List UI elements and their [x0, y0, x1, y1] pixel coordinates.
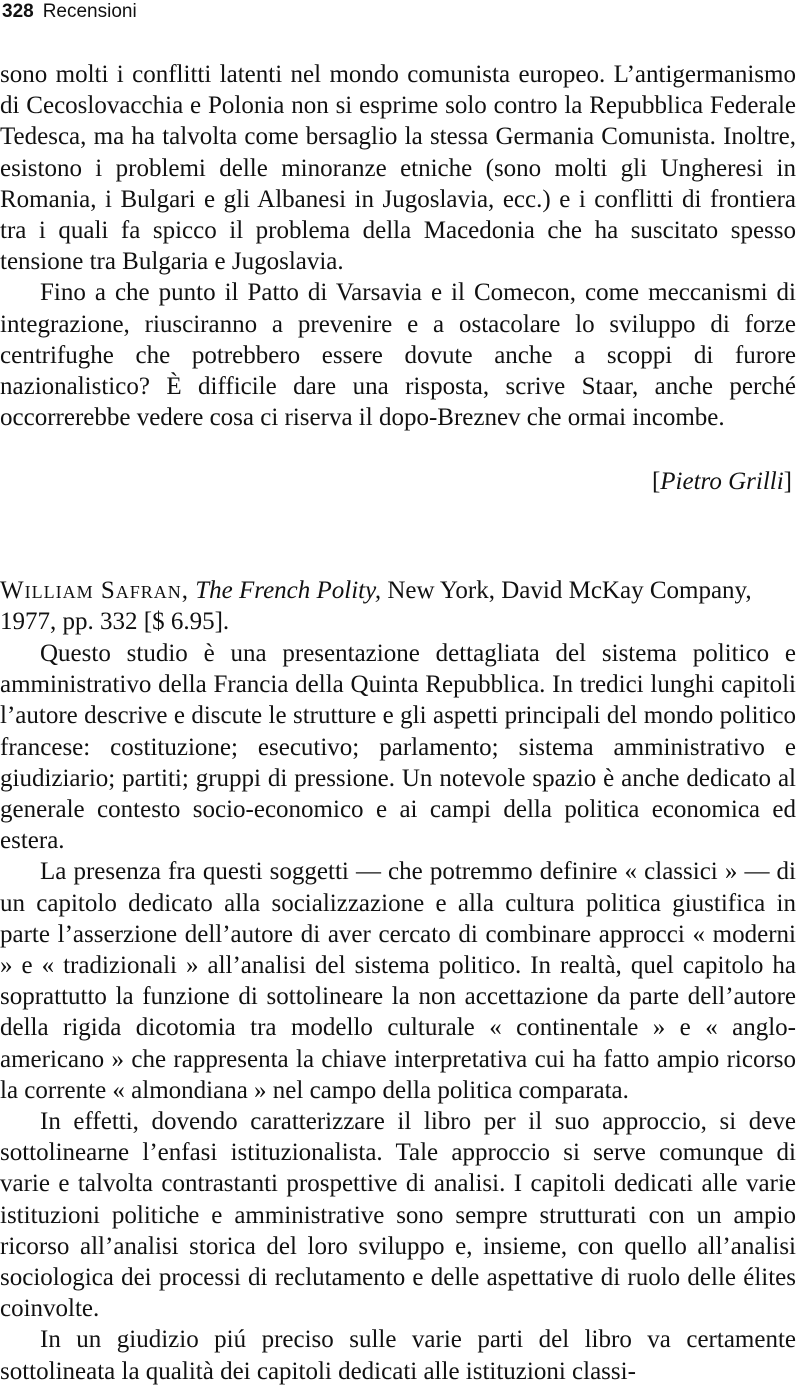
book-citation: [0, 575, 796, 637]
book-publication: New York, David McKay Company, 1977, pp. 332 [$ 6.95].: [0, 577, 752, 635]
review-2-paragraph: In effetti, dovendo caratterizzare il libro per il suo approccio, si deve sottolinearne l’enfasi istituzionalista. Tale approccio si serve comunque di varie e talvolta contrastanti prospettive di analisi. I capitoli dedicati alle varie istituzioni politiche e amministrative sono sempre strutturati con un ampio ricorso all’analisi storica del loro sviluppo e, insieme, con quello all’analisi sociologica dei processi di reclutamento e delle aspettative di ruolo delle élites coinvolte.: [0, 1108, 796, 1323]
reviewer-signature: [Pietro Grilli]: [651, 468, 792, 495]
review-2-paragraph: In un giudizio piú preciso sulle varie parti del libro va certamente sottolineata la qualità dei capitoli dedicati alle istituzioni classi-: [0, 1326, 796, 1385]
review-2-body: [0, 638, 796, 1387]
page-number: 328: [2, 1, 34, 22]
review-1-body: [0, 59, 796, 433]
review-1-paragraph: sono molti i conflitti latenti nel mondo comunista europeo. L’antigermanismo di Cecoslovacchia e Polonia non si esprime solo contro la Repubblica Federale Tedesca, ma ha talvolta come bersaglio la stessa Germania Comunista. Inoltre, esistono i problemi delle minoranze etniche (sono molti gli Ungheresi in Romania, i Bulgari e gli Albanesi in Jugoslavia, ecc.) e i conflitti di frontiera tra i quali fa spicco il problema della Macedonia che ha suscitato spesso tensione tra Bulgaria e Jugoslavia.: [0, 61, 796, 276]
running-header: [2, 0, 137, 24]
book-author: William Safran,: [0, 577, 189, 604]
review-2-paragraph: Questo studio è una presentazione dettagliata del sistema politico e amministrativo della Francia della Quinta Repubblica. In tredici lunghi capitoli l’autore descrive e discute le strutture e gli aspetti principali del mondo politico francese: costituzione; esecutivo; parlamento; sistema amministrativo e giudiziario; partiti; gruppi di pressione. Un notevole spazio è anche dedicato al generale contesto socio-economico e ai campi della politica economica ed estera.: [0, 640, 796, 855]
review-2-paragraph: La presenza fra questi soggetti — che potremmo definire « classici » — di un capitolo dedicato alla socializzazione e alla cultura politica giustifica in parte l’asserzione dell’autore di aver cercato di combinare approcci « moderni » e « tradizionali » all’analisi del sistema politico. In realtà, quel capitolo ha soprattutto la funzione di sottolineare la non accettazione da parte dell’autore della rigida dicotomia tra modello culturale « continentale » e « anglo-americano » che rappresenta la chiave interpretativa cui ha fatto ampio ricorso la corrente « almondiana » nel campo della politica comparata.: [0, 858, 796, 1104]
reviewer-name: Pietro Grilli: [660, 468, 784, 495]
review-1-paragraph: Fino a che punto il Patto di Varsavia e il Comecon, come meccanismi di integrazione, riusciranno a prevenire e a ostacolare lo sviluppo di forze centrifughe che potrebbero essere dovute anche a scoppi di furore nazionalistico? È difficile dare una risposta, scrive Staar, anche perché occorrerebbe vedere cosa ci riserva il dopo-Breznev che ormai incombe.: [0, 279, 796, 432]
book-title: The French Polity,: [195, 577, 382, 604]
section-title: Recensioni: [42, 1, 137, 22]
